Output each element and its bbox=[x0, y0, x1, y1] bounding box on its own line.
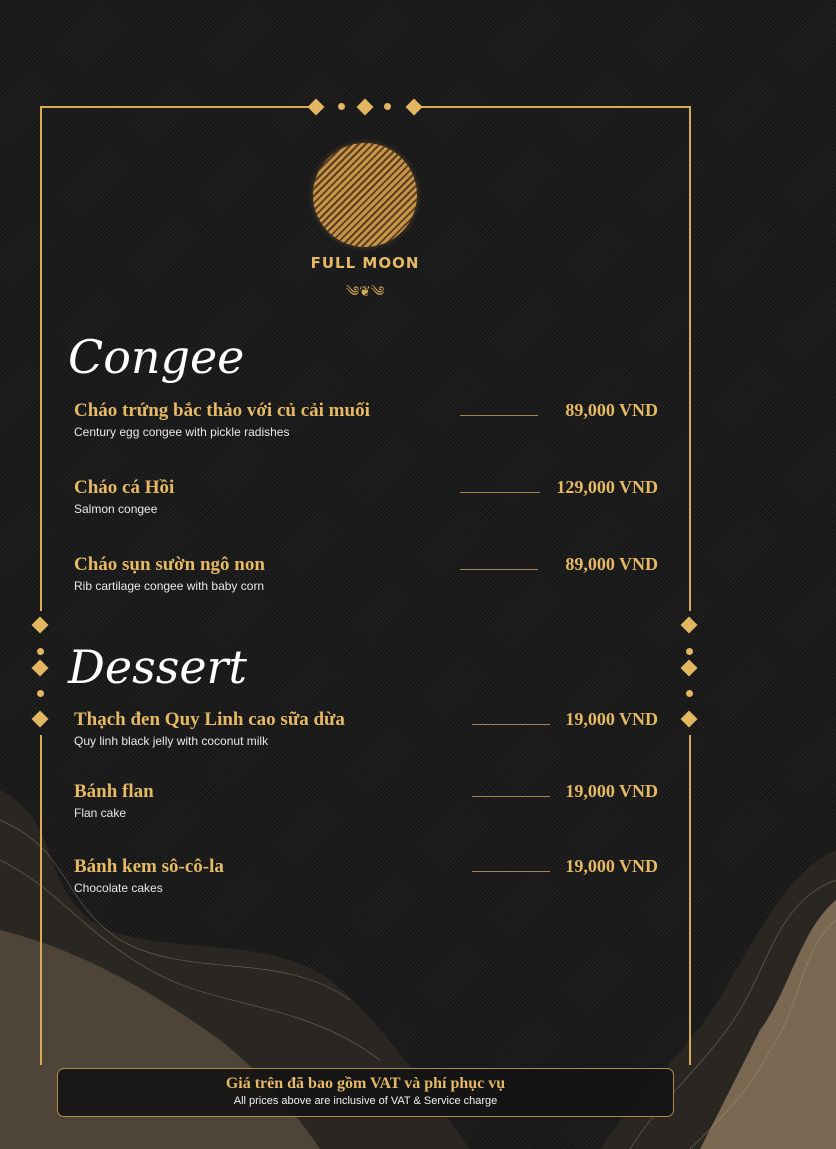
item-description: Flan cake bbox=[74, 806, 127, 820]
item-description: Salmon congee bbox=[74, 502, 158, 516]
price-leader bbox=[460, 569, 538, 570]
item-price: 129,000 VND bbox=[556, 477, 658, 497]
item-description: Century egg congee with pickle radishes bbox=[74, 425, 290, 439]
item-name: Cháo cá Hồi bbox=[74, 477, 175, 498]
item-price: 19,000 VND bbox=[565, 856, 658, 876]
price-leader bbox=[460, 415, 538, 416]
section-title-dessert: Dessert bbox=[68, 640, 248, 694]
item-price: 19,000 VND bbox=[565, 709, 658, 729]
full-moon-logo-icon bbox=[313, 143, 417, 247]
price-leader bbox=[460, 492, 540, 493]
menu-item bbox=[74, 781, 658, 821]
item-description: Rib cartilage congee with baby corn bbox=[74, 579, 265, 593]
price-note-vietnamese: Giá trên đã bao gồm VAT và phí phục vụ bbox=[225, 1075, 506, 1092]
menu-item bbox=[74, 400, 658, 440]
item-name: Thạch đen Quy Linh cao sữa dừa bbox=[74, 709, 345, 730]
item-description: Quy linh black jelly with coconut milk bbox=[74, 734, 269, 748]
price-leader bbox=[472, 871, 550, 872]
item-name: Cháo trứng bắc thảo với củ cải muối bbox=[74, 400, 370, 421]
item-name: Bánh flan bbox=[74, 781, 154, 802]
flourish-ornament-icon: ༄❦༄ bbox=[345, 283, 385, 299]
price-leader bbox=[472, 796, 550, 797]
menu-item bbox=[74, 554, 658, 594]
item-name: Bánh kem sô-cô-la bbox=[74, 856, 224, 877]
price-note-box bbox=[57, 1068, 674, 1117]
item-price: 89,000 VND bbox=[565, 554, 658, 574]
price-leader bbox=[472, 724, 550, 725]
menu-item bbox=[74, 856, 658, 896]
menu-item bbox=[74, 477, 658, 517]
item-price: 19,000 VND bbox=[565, 781, 658, 801]
price-note-english: All prices above are inclusive of VAT & Service charge bbox=[233, 1095, 498, 1107]
menu-item bbox=[74, 709, 658, 749]
section-title-congee: Congee bbox=[68, 330, 245, 384]
brand-name: FULL MOON bbox=[310, 254, 420, 272]
item-description: Chocolate cakes bbox=[74, 881, 163, 895]
item-name: Cháo sụn sườn ngô non bbox=[74, 554, 265, 575]
item-price: 89,000 VND bbox=[565, 400, 658, 420]
